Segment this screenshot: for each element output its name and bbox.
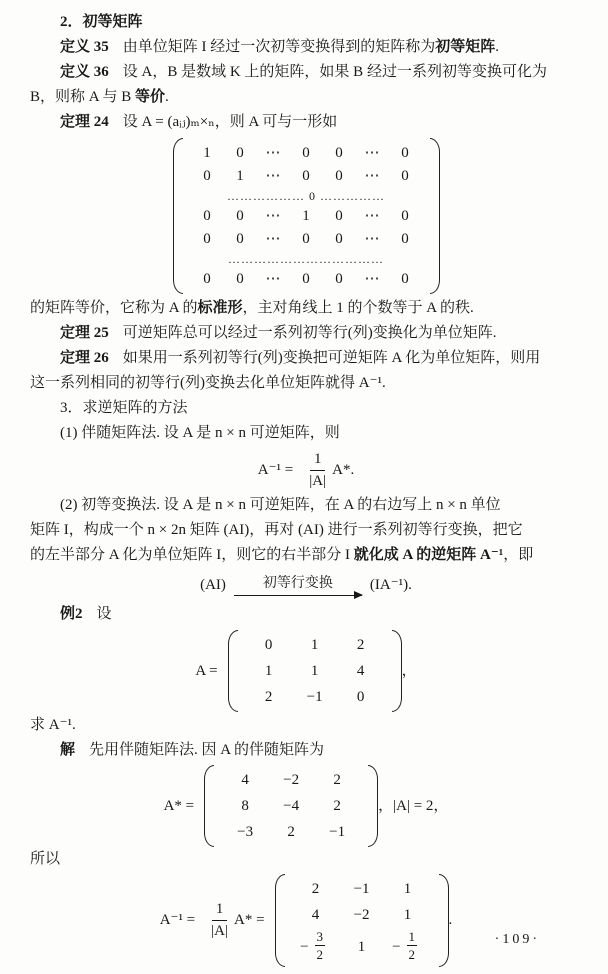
- section-2-heading-text: 2．初等矩阵: [60, 14, 143, 30]
- matrix-cell: 4: [241, 772, 249, 788]
- right-paren: [368, 765, 378, 847]
- matrix-cell: 2: [287, 824, 295, 840]
- determinant-value: ，|A| = 2，: [378, 797, 449, 814]
- left-paren: [275, 874, 285, 967]
- definition-35-text: 由单位矩阵 I 经过一次初等变换得到的矩阵称为: [122, 39, 436, 55]
- fraction-denominator: |A|: [211, 923, 228, 939]
- matrix-cell: 0: [401, 271, 409, 287]
- matrix-cell: 4: [311, 907, 320, 923]
- method-2-text1: (2) 初等变换法. 设 A 是 n × n 可逆矩阵，在 A 的右边写上 n × n 单位: [60, 497, 501, 513]
- matrix-cell: 2: [264, 689, 273, 705]
- matrix-cell: ⋯: [364, 271, 380, 287]
- term-standard-form: 标准形: [197, 300, 243, 316]
- matrix-dots-row: ……………… 0 ……………: [227, 189, 385, 203]
- matrix-cell: ⋯: [265, 145, 281, 161]
- matrix-cell: −1: [306, 689, 323, 705]
- matrix-cell: 4: [356, 663, 365, 679]
- matrix-cell: 0: [335, 145, 343, 161]
- matrix-cell: 0: [236, 145, 244, 161]
- matrix-cell: 1: [236, 168, 244, 184]
- term-elementary-matrix: 初等矩阵: [435, 39, 496, 55]
- solution-text: 先用伴随矩阵法. 因 A 的伴随矩阵为: [89, 742, 325, 758]
- matrix-cell: ⋯: [364, 208, 380, 224]
- theorem-26-cont-text: 这一系列相同的初等行(列)变换去化单位矩阵就得 A⁻¹.: [30, 375, 386, 391]
- matrix-a-lhs: A =: [195, 662, 218, 679]
- method-1-text: (1) 伴随矩阵法. 设 A 是 n × n 可逆矩阵，则: [60, 425, 340, 441]
- matrix-cell: 0: [335, 271, 343, 287]
- section-3-heading-text: 3．求逆矩阵的方法: [60, 400, 188, 416]
- theorem-25-label: 定理 25: [60, 325, 109, 341]
- method-2-text3-pre: 的左半部分 A 化为单位矩阵 I，则它的右半部分 I: [30, 547, 354, 563]
- matrix-cell: 1: [403, 881, 412, 897]
- matrix-a-inverse: [275, 874, 449, 967]
- adjugate-lhs: A* =: [163, 797, 195, 814]
- matrix-cell: ⋯: [265, 168, 281, 184]
- row-transform-formula: [30, 573, 582, 598]
- method-2-elementary-line1: [30, 493, 582, 518]
- inverse-formula-rhs: A*.: [332, 462, 355, 478]
- theorem-26-continuation: [30, 371, 582, 396]
- inverse-formula: [30, 452, 582, 489]
- example-2-text: 设: [96, 606, 112, 622]
- matrix-cell: 0: [302, 271, 310, 287]
- method-2-elementary-line2: [30, 518, 582, 543]
- matrix-dots-row: ………………………………: [228, 252, 384, 266]
- inverse-formula-lhs: A⁻¹ =: [257, 462, 294, 478]
- matrix-a-equation: [30, 630, 582, 712]
- left-paren: [228, 630, 238, 712]
- matrix-cell: −4: [283, 798, 300, 814]
- fraction-denominator: |A|: [309, 473, 327, 489]
- definition-36-text: 设 A，B 是数域 K 上的矩阵，如果 B 经过一系列初等变换可化为: [122, 64, 547, 80]
- solution-line: [30, 738, 582, 763]
- right-arrow-icon: [234, 595, 362, 596]
- theorem-24-label: 定理 24: [60, 114, 109, 130]
- matrix-cell: 0: [302, 231, 310, 247]
- theorem-24-text: 设 A = (aᵢⱼ)ₘ×ₙ，则 A 可与一形如: [122, 114, 338, 130]
- matrix-cell: 0: [401, 145, 409, 161]
- fraction: [309, 452, 326, 489]
- right-paren: [430, 138, 440, 294]
- matrix-cell: 0: [264, 637, 273, 653]
- find-inverse-text: 求 A⁻¹.: [30, 717, 76, 733]
- example-2-label: 例2: [60, 606, 83, 622]
- fraction-denominator: 2: [408, 947, 416, 962]
- definition-36: [30, 60, 582, 85]
- matrix-cell: ⋯: [364, 168, 380, 184]
- inverse-result-lhs: A⁻¹ =: [159, 912, 196, 928]
- matrix-a-star: [204, 765, 378, 847]
- matrix-a-grid: [238, 630, 392, 712]
- theorem-24: [30, 110, 582, 135]
- matrix-cell: 2: [311, 881, 320, 897]
- matrix-cell: 2: [356, 637, 365, 653]
- inverse-result-equation: [30, 874, 582, 967]
- theorem-25-text: 可逆矩阵总可以经过一系列初等行(列)变换化为单位矩阵.: [122, 325, 497, 341]
- matrix-cell: 0: [203, 271, 211, 287]
- matrix-cell: 0: [335, 231, 343, 247]
- labeled-arrow: [234, 575, 362, 596]
- standard-form-matrix-block: [30, 138, 582, 294]
- matrix-cell: −1: [329, 824, 346, 840]
- standard-form-grid: [183, 138, 430, 294]
- matrix-cell: −1: [353, 881, 370, 897]
- right-paren: [439, 874, 449, 967]
- therefore-text: 所以: [30, 851, 61, 867]
- fraction-numerator: 1: [310, 452, 326, 471]
- theorem-25: [30, 321, 582, 346]
- standard-form-note: [30, 296, 582, 321]
- section-2-heading: [30, 10, 582, 35]
- fraction-numerator: 3: [316, 929, 324, 944]
- find-inverse-line: [30, 713, 582, 738]
- fraction: [315, 930, 326, 963]
- matrix-cell: 1: [310, 637, 319, 653]
- matrix-cell: 0: [401, 168, 409, 184]
- definition-36-period: .: [165, 89, 169, 105]
- matrix-cell: 1: [357, 938, 366, 955]
- fraction-numerator: 1: [212, 902, 228, 921]
- method-2-text3-bold: 就化成 A 的逆矩阵 A⁻¹: [353, 547, 504, 563]
- inverse-result-mid: A* =: [234, 912, 265, 928]
- matrix-cell: 0: [302, 168, 310, 184]
- adjugate-equation: [30, 765, 582, 847]
- definition-36-continuation: [30, 85, 582, 110]
- arrow-formula-lhs: (AI): [200, 577, 226, 593]
- minus-sign: −: [300, 938, 309, 955]
- page-number: ·109·: [494, 932, 540, 947]
- left-paren: [173, 138, 183, 294]
- matrix-cell: ⋯: [265, 231, 281, 247]
- solution-label: 解: [60, 742, 76, 758]
- matrix-cell: [300, 930, 331, 963]
- definition-35-period: .: [495, 39, 500, 55]
- method-2-elementary-line3: [30, 543, 582, 568]
- matrix-a: [228, 630, 402, 712]
- matrix-cell: 0: [236, 231, 244, 247]
- matrix-a-inverse-grid: [285, 874, 439, 967]
- matrix-a-star-grid: [214, 765, 368, 847]
- matrix-cell: −2: [283, 772, 300, 788]
- section-3-heading: [30, 396, 582, 421]
- method-2-text2: 矩阵 I，构成一个 n × 2n 矩阵 (AI)，再对 (AI) 进行一系列初等行变换，把它: [30, 522, 523, 538]
- matrix-cell: −3: [237, 824, 254, 840]
- matrix-cell: 1: [302, 208, 310, 224]
- matrix-cell: 2: [333, 798, 341, 814]
- definition-35: [30, 35, 582, 60]
- matrix-cell: 0: [203, 168, 211, 184]
- method-2-text3-post: ，即: [503, 547, 534, 563]
- matrix-cell: 0: [401, 231, 409, 247]
- inverse-result-period: .: [448, 912, 453, 928]
- matrix-cell: 8: [241, 798, 249, 814]
- theorem-26-label: 定理 26: [60, 350, 109, 366]
- arrow-label: 初等行变换: [262, 576, 333, 591]
- matrix-cell: 0: [302, 145, 310, 161]
- matrix-cell: ⋯: [265, 271, 281, 287]
- fraction: [407, 930, 418, 963]
- minus-sign: −: [392, 938, 401, 955]
- matrix-cell: 0: [203, 208, 211, 224]
- matrix-cell: 0: [203, 231, 211, 247]
- definition-36-cont-text: B，则称 A 与 B: [30, 89, 136, 105]
- matrix-cell: 2: [333, 772, 341, 788]
- right-paren: [392, 630, 402, 712]
- example-2-intro: [30, 602, 582, 627]
- fraction-denominator: 2: [316, 947, 324, 962]
- fraction-numerator: 1: [408, 929, 416, 944]
- method-1-adjugate: [30, 421, 582, 446]
- matrix-cell: −2: [353, 907, 370, 923]
- definition-36-label: 定义 36: [60, 64, 109, 80]
- matrix-cell: 1: [264, 663, 273, 679]
- matrix-cell: ⋯: [265, 208, 281, 224]
- matrix-a-comma: ，: [401, 662, 417, 679]
- therefore-line: [30, 847, 582, 872]
- matrix-cell: 0: [236, 208, 244, 224]
- matrix-cell: [392, 930, 423, 963]
- arrow-formula-rhs: (IA⁻¹).: [369, 577, 412, 593]
- matrix-cell: 0: [335, 208, 343, 224]
- matrix-cell: 0: [356, 689, 365, 705]
- matrix-cell: 1: [310, 663, 319, 679]
- matrix-cell: 1: [203, 145, 211, 161]
- matrix-cell: 0: [335, 168, 343, 184]
- fraction: [211, 902, 228, 939]
- matrix-cell: 0: [401, 208, 409, 224]
- definition-35-label: 定义 35: [60, 39, 109, 55]
- matrix-cell: ⋯: [364, 145, 380, 161]
- standard-form-matrix: [173, 138, 440, 294]
- term-equivalent: 等价: [135, 89, 166, 105]
- theorem-26-text: 如果用一系列初等行(列)变换把可逆矩阵 A 化为单位矩阵，则用: [122, 350, 541, 366]
- matrix-cell: 0: [236, 271, 244, 287]
- standard-form-note-pre: 的矩阵等价，它称为 A 的: [30, 300, 198, 316]
- standard-form-note-post: ，主对角线上 1 的个数等于 A 的秩.: [242, 300, 474, 316]
- matrix-cell: ⋯: [364, 231, 380, 247]
- theorem-26: [30, 346, 582, 371]
- matrix-cell: 1: [403, 907, 412, 923]
- left-paren: [204, 765, 214, 847]
